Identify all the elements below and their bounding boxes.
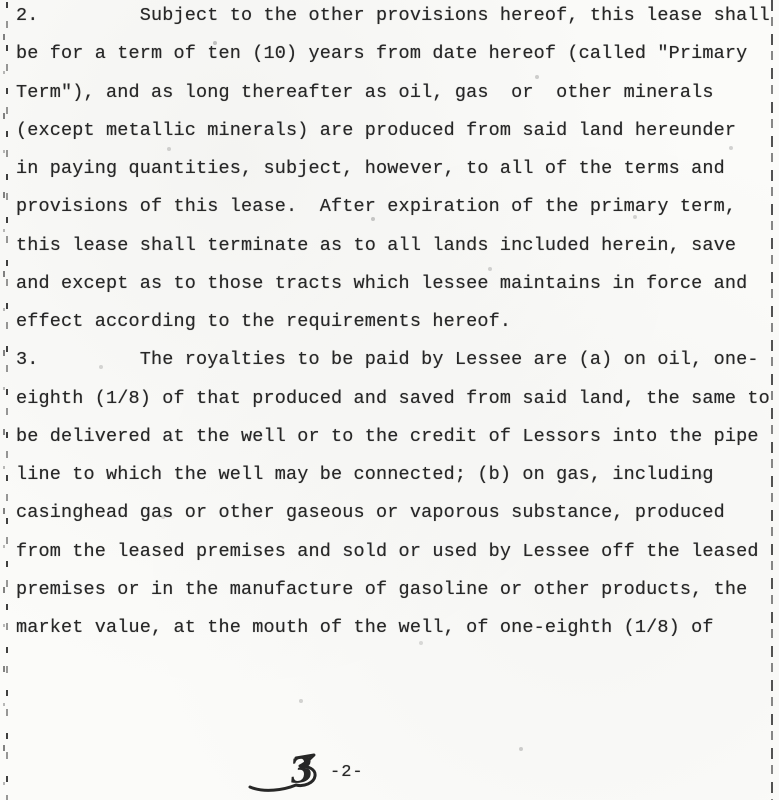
- text-line: Term"), and as long thereafter as oil, gas or other minerals: [16, 81, 714, 103]
- text-line: be delivered at the well or to the credit of Lessors into the pipe: [16, 425, 759, 447]
- text-line: be for a term of ten (10) years from date hereof (called "Primary: [16, 43, 748, 65]
- text-line: this lease shall terminate as to all lands included herein, save: [16, 234, 737, 256]
- handwritten-underline-flourish: [250, 755, 315, 790]
- document-text: [16, 0, 770, 647]
- text-line: in paying quantities, subject, however, to all of the terms and: [16, 158, 725, 179]
- text-line: line to which the well may be connected; (b) on gas, including: [16, 464, 714, 485]
- text-line: from the leased premises and sold or used by Lessee off the leased: [16, 540, 759, 562]
- text-line: casinghead gas or other gaseous or vaporous substance, produced: [16, 502, 725, 524]
- typed-page-number: -2-: [330, 763, 364, 782]
- text-line: provisions of this lease. After expiration of the primary term,: [16, 196, 737, 218]
- text-line: effect according to the requirements hereof.: [16, 311, 512, 332]
- left-edge-binding-marks: [3, 0, 10, 800]
- text-line: eighth (1/8) of that produced and saved from said land, the same to: [16, 387, 770, 409]
- text-line: (except metallic minerals) are produced from said land hereunder: [16, 119, 737, 141]
- text-line: and except as to those tracts which lessee maintains in force and: [16, 272, 748, 294]
- right-edge-dashed-line: [771, 0, 773, 800]
- text-line: market value, at the mouth of the well, of one-eighth (1/8) of: [16, 617, 714, 638]
- text-line: 3. The royalties to be paid by Lessee are (a) on oil, one-: [16, 349, 759, 371]
- text-line: premises or in the manufacture of gasoline or other products, the: [16, 578, 748, 600]
- handwritten-number-glyph: 3: [287, 750, 316, 793]
- text-line: 2. Subject to the other provisions hereof, this lease shall: [16, 5, 770, 26]
- scan-noise-specks: [0, 0, 2, 2]
- handwritten-page-number: [246, 750, 330, 796]
